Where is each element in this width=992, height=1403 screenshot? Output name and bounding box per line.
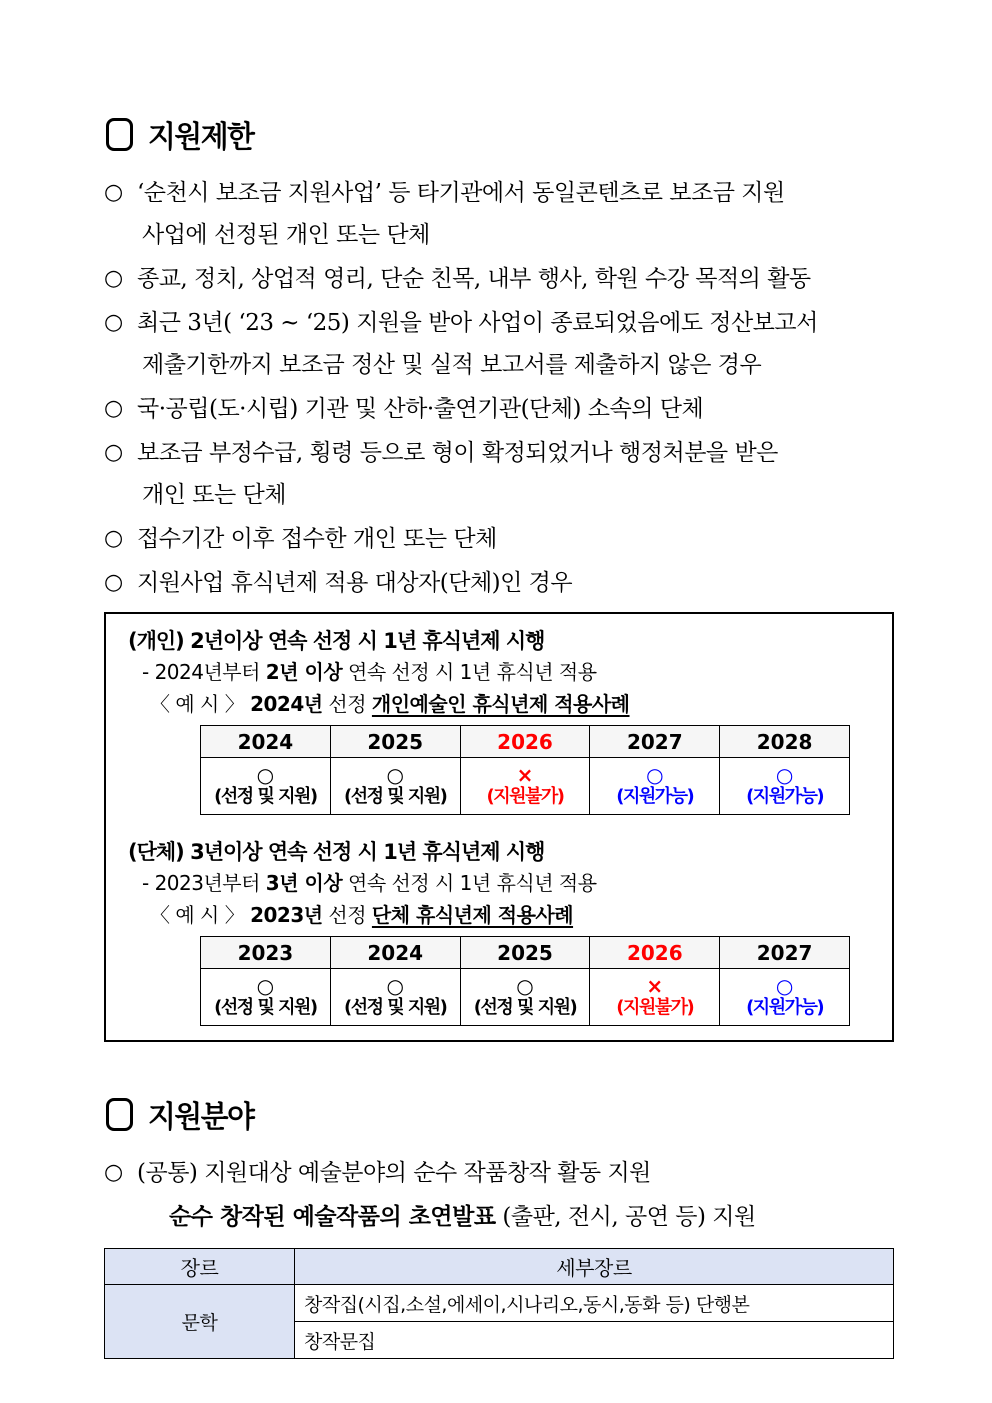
- rule-prefix: - 2023년부터: [142, 871, 266, 895]
- selected-mark: ○: [386, 974, 404, 998]
- checkbox-square-icon: [106, 118, 133, 151]
- year-header: 2027: [720, 937, 850, 969]
- circle-bullet-icon: ○: [104, 526, 123, 551]
- circle-bullet-icon: ○: [104, 266, 123, 291]
- circle-bullet-icon: ○: [104, 570, 123, 595]
- example-label: 〈 예 시 〉: [150, 903, 251, 927]
- group-rest-heading: (단체) 3년이상 연속 선정 시 1년 휴식년제 시행: [128, 840, 545, 864]
- bullet-text: (공통) 지원대상 예술분야의 순수 작품창작 활동 지원: [137, 1160, 651, 1186]
- list-item: [104, 562, 894, 604]
- status-cell: [201, 758, 331, 815]
- genre-column-header: 장르: [105, 1249, 295, 1285]
- emphasis-bold-text: 순수 창작된 예술작품의 초연발표: [169, 1203, 496, 1230]
- status-cell-unavailable: [590, 969, 720, 1026]
- bullet-text: 지원사업 휴식년제 적용 대상자(단체)인 경우: [137, 570, 573, 596]
- cross-mark: ×: [516, 763, 534, 787]
- detail-column-header: 세부장르: [295, 1249, 894, 1285]
- bullet-text: 국·공립(도·시립) 기관 및 산하·출연기관(단체) 소속의 단체: [137, 396, 704, 422]
- status-label: (지원가능): [746, 997, 824, 1018]
- selected-mark: ○: [775, 974, 794, 998]
- status-label: (선정 및 지원): [473, 997, 577, 1018]
- list-item: [104, 432, 894, 516]
- status-label: (지원불가): [486, 786, 564, 807]
- status-cell-unavailable: [460, 758, 590, 815]
- circle-bullet-icon: ○: [104, 440, 123, 465]
- list-item: [104, 1152, 894, 1194]
- year-header: 2023: [201, 937, 331, 969]
- bullet-text: 최근 3년( ‘23 ~ ‘25) 지원을 받아 사업이 종료되었음에도 정산보고서: [137, 310, 818, 336]
- year-header: 2025: [330, 726, 460, 758]
- rest-period-box: [104, 612, 894, 1042]
- checkbox-square-icon: [106, 1098, 133, 1131]
- rule-bold: 3년 이상: [265, 871, 343, 895]
- emphasis-rest-text: (출판, 전시, 공연 등) 지원: [495, 1204, 756, 1230]
- group-rest-example: [150, 899, 874, 931]
- detail-cell: 창작집(시집,소설,에세이,시나리오,동시,동화 등) 단행본: [295, 1285, 894, 1322]
- rule-suffix: 연속 선정 시 1년 휴식년 적용: [342, 871, 597, 895]
- restriction-bullet-list: [104, 172, 894, 604]
- status-label: (지원불가): [616, 997, 694, 1018]
- fields-section-title: 지원분야: [148, 1100, 254, 1135]
- list-item: [104, 172, 894, 256]
- individual-rest-example: [150, 688, 874, 720]
- status-cell: [460, 969, 590, 1026]
- status-label: (선정 및 지원): [343, 786, 447, 807]
- table-status-row: [201, 758, 850, 815]
- cross-mark: ×: [646, 974, 664, 998]
- selected-mark: ○: [256, 974, 275, 998]
- circle-bullet-icon: ○: [104, 310, 123, 335]
- status-label: (지원가능): [746, 786, 824, 807]
- bullet-text-continued: 제출기한까지 보조금 정산 및 실적 보고서를 제출하지 않은 경우: [142, 352, 762, 378]
- selected-mark: ○: [516, 974, 534, 998]
- example-mid: 선정: [322, 903, 372, 927]
- table-header-row: [201, 937, 850, 969]
- example-label: 〈 예 시 〉: [150, 692, 251, 716]
- list-item: [104, 388, 894, 430]
- bullet-text: 보조금 부정수급, 횡령 등으로 형이 확정되었거나 행정처분을 받은: [137, 440, 778, 466]
- example-year: 2024년: [250, 692, 323, 716]
- list-item: [104, 258, 894, 300]
- selected-mark: ○: [775, 763, 794, 787]
- bullet-text-continued: 개인 또는 단체: [142, 482, 286, 508]
- bullet-text-continued: 사업에 선정된 개인 또는 단체: [142, 222, 430, 248]
- list-item: [104, 302, 894, 386]
- table-row: [105, 1285, 894, 1322]
- example-title: 단체 휴식년제 적용사례: [371, 903, 574, 927]
- genre-table: [104, 1248, 894, 1359]
- group-rest-rule: [142, 867, 874, 899]
- selected-mark: ○: [646, 763, 664, 787]
- rule-suffix: 연속 선정 시 1년 휴식년 적용: [342, 660, 597, 684]
- circle-bullet-icon: ○: [104, 1160, 123, 1185]
- year-header: 2024: [330, 937, 460, 969]
- year-header-restricted: 2026: [590, 937, 720, 969]
- individual-rest-rule: [142, 656, 874, 688]
- year-header: 2025: [460, 937, 590, 969]
- individual-rest-year-table: [200, 725, 850, 815]
- bullet-text: 종교, 정치, 상업적 영리, 단순 친목, 내부 행사, 학원 수강 목적의 활동: [137, 266, 811, 292]
- detail-cell: 창작문집: [295, 1322, 894, 1359]
- genre-cell: 문학: [105, 1285, 295, 1359]
- example-title: 개인예술인 휴식년제 적용사례: [371, 692, 630, 716]
- selected-mark: ○: [256, 763, 275, 787]
- group-rest-year-table: [200, 936, 850, 1026]
- table-status-row: [201, 969, 850, 1026]
- year-header: 2024: [201, 726, 331, 758]
- table-header-row: [201, 726, 850, 758]
- fields-emphasis-line: [104, 1196, 894, 1238]
- bullet-text: 접수기간 이후 접수한 개인 또는 단체: [137, 526, 497, 552]
- individual-rest-heading: (개인) 2년이상 연속 선정 시 1년 휴식년제 시행: [128, 629, 545, 653]
- year-header: 2028: [720, 726, 850, 758]
- year-header-restricted: 2026: [460, 726, 590, 758]
- bullet-text: ‘순천시 보조금 지원사업’ 등 타기관에서 동일콘텐츠로 보조금 지원: [137, 180, 785, 206]
- circle-bullet-icon: ○: [104, 396, 123, 421]
- circle-bullet-icon: ○: [104, 180, 123, 205]
- restriction-section-title: 지원제한: [148, 120, 254, 155]
- status-cell-available: [720, 758, 850, 815]
- status-label: (선정 및 지원): [214, 786, 317, 807]
- example-year: 2023년: [250, 903, 323, 927]
- status-cell: [330, 758, 460, 815]
- restriction-section-header: [106, 112, 894, 156]
- status-label: (선정 및 지원): [343, 997, 447, 1018]
- status-label: (선정 및 지원): [214, 997, 317, 1018]
- status-cell-available: [590, 758, 720, 815]
- status-cell: [330, 969, 460, 1026]
- list-item: [104, 518, 894, 560]
- status-cell: [201, 969, 331, 1026]
- rule-prefix: - 2024년부터: [142, 660, 266, 684]
- status-cell-available: [720, 969, 850, 1026]
- year-header: 2027: [590, 726, 720, 758]
- fields-section-header: [106, 1092, 894, 1136]
- status-label: (지원가능): [616, 786, 694, 807]
- example-mid: 선정: [322, 692, 372, 716]
- genre-table-header-row: [105, 1249, 894, 1285]
- selected-mark: ○: [386, 763, 404, 787]
- rule-bold: 2년 이상: [265, 660, 343, 684]
